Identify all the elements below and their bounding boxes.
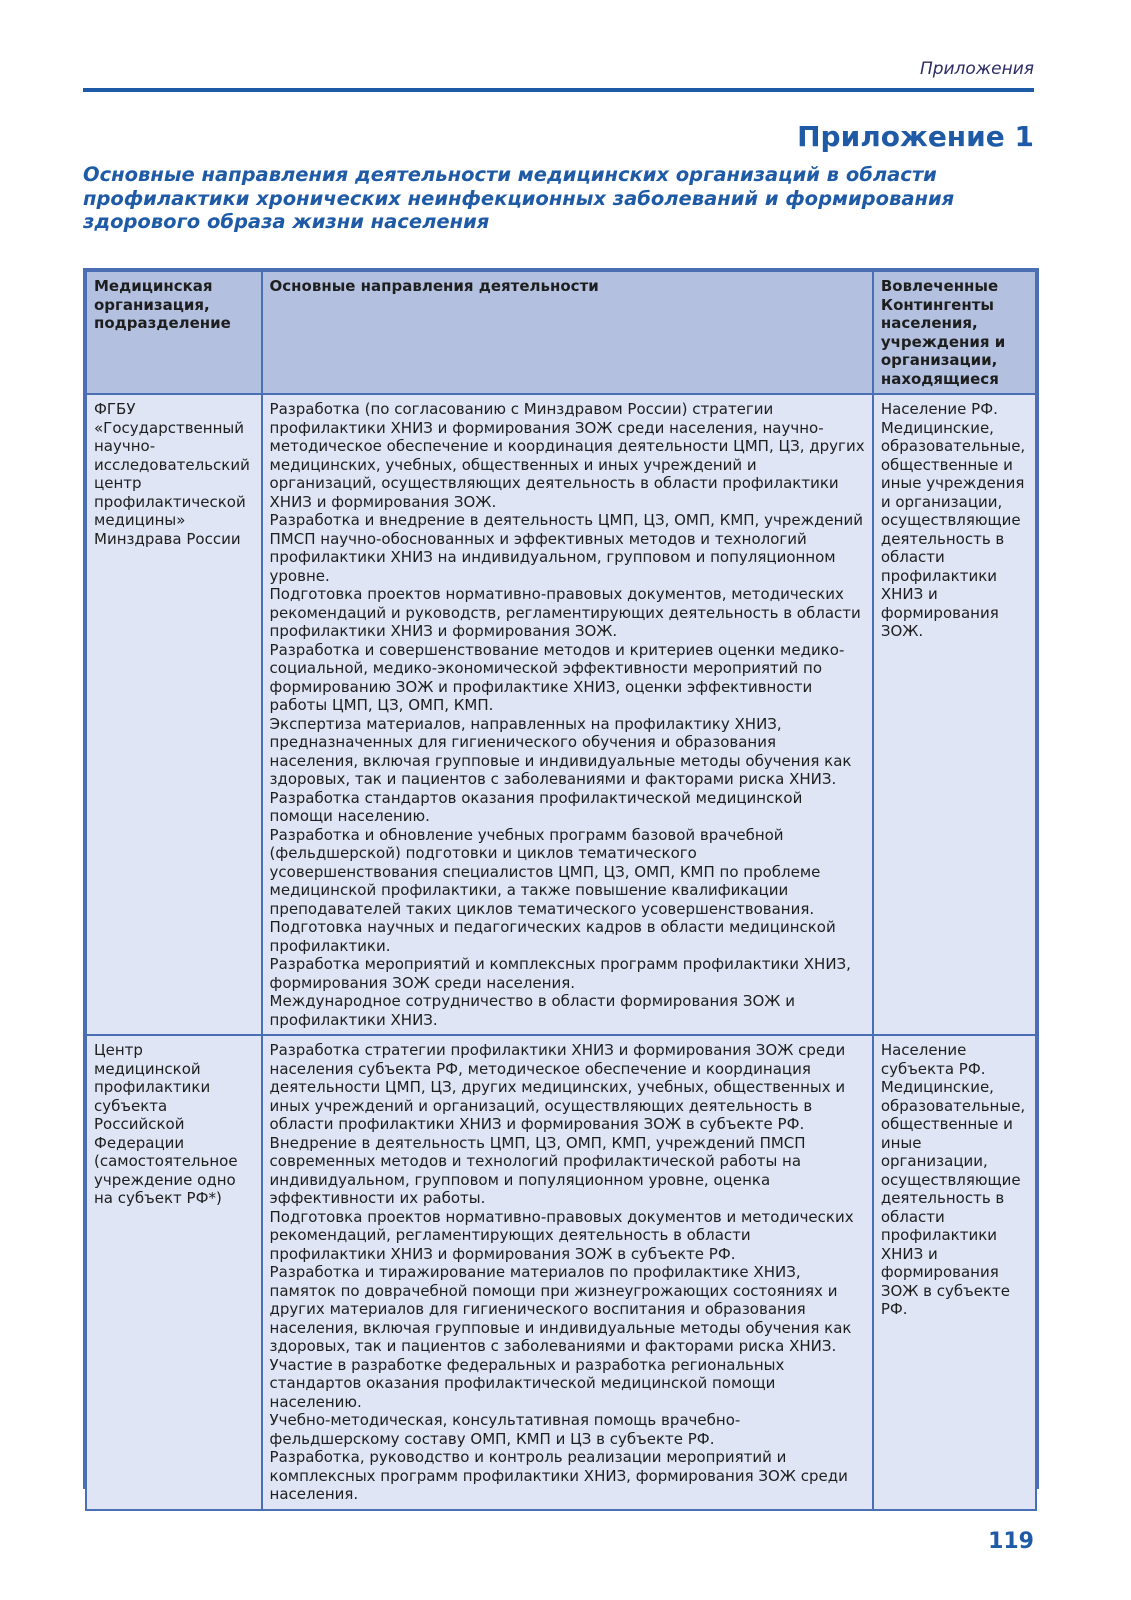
cell-activities bbox=[262, 1035, 873, 1510]
activity-item: Подготовка проектов нормативно-правовых документов, методических рекомендаций и руководств, регламентирующих деятельность в области профилактики ХНИЗ и формирования ЗОЖ. bbox=[269, 585, 861, 640]
appendix-title: Приложение 1 bbox=[797, 120, 1034, 153]
table-row bbox=[86, 1035, 1036, 1510]
activity-item: Разработка (по согласованию с Минздравом России) стратегии профилактики ХНИЗ и формирования ЗОЖ среди населения, научно-методическое обеспечение и координация деятельности ЦМП, ЦЗ, других медицинских, учебных, общественных и иных учреждений и организаций, осуществляющих деятельность в области профилактики ХНИЗ и формирования ЗОЖ. bbox=[269, 400, 865, 511]
activity-item: Подготовка проектов нормативно-правовых документов и методических рекомендаций, регламентирующих деятельность в области профилактики ХНИЗ и формирования ЗОЖ в субъекте РФ. bbox=[269, 1207, 854, 1263]
section-header-label: Приложения bbox=[919, 59, 1034, 79]
cell-organization: Центр медицинской профилактики субъекта Российской Федерации (самостоятельное учреждение одно на субъект РФ*) bbox=[86, 1035, 262, 1510]
activity-item: Разработка и обновление учебных программ базовой врачебной (фельдшерской) подготовки и циклов тематического усовершенствования специалистов ЦМП, ЦЗ, ОМП, КМП по проблеме медицинской профилактики, а также повышение квалификации преподавателей таких циклов тематического усовершенствования. bbox=[269, 825, 821, 918]
activity-item: Разработка стандартов оказания профилактической медицинской помощи населению. bbox=[269, 788, 803, 825]
cell-activities bbox=[262, 394, 873, 1035]
cell-involved: Население РФ. Медицинские, образовательные, общественные и иные учреждения и организации, осуществляющие деятельность в области профилактики ХНИЗ и формирования ЗОЖ. bbox=[873, 394, 1036, 1035]
table-row bbox=[86, 394, 1036, 1035]
cell-organization: ФГБУ «Государственный научно-исследовательский центр профилактической медицины» Минздрава России bbox=[86, 394, 262, 1035]
cell-involved: Население субъекта РФ. Медицинские, образовательные, общественные и иные организации, осуществляющие деятельность в области профилактики ХНИЗ и формирования ЗОЖ в субъекте РФ. bbox=[873, 1035, 1036, 1510]
activities-table bbox=[85, 270, 1037, 1511]
table-header-row bbox=[86, 271, 1036, 394]
header-divider bbox=[83, 88, 1034, 92]
page-number: 119 bbox=[988, 1529, 1034, 1554]
column-header-organization: Медицинская организация, подразделение bbox=[86, 271, 262, 394]
activity-item: Подготовка научных и педагогических кадров в области медицинской профилактики. bbox=[269, 918, 836, 955]
appendix-subtitle: Основные направления деятельности медицинских организаций в области профилактики хронических неинфекционных заболеваний и формирования здорового образа жизни населения bbox=[83, 163, 955, 233]
activity-item: Разработка и тиражирование материалов по профилактике ХНИЗ, памяток по доврачебной помощи при жизнеугрожающих состояниях и других материалов для гигиенического воспитания и образования населения, включая групповые и индивидуальные методы обучения как здоровых, так и пациентов с заболеваниями и факторами риска ХНИЗ. bbox=[269, 1263, 852, 1355]
column-header-activities: Основные направления деятельности bbox=[262, 271, 873, 394]
activity-item: Внедрение в деятельность ЦМП, ЦЗ, ОМП, КМП, учреждений ПМСП современных методов и технологий профилактической работы на индивидуальном, групповом и популяционном уровне, оценка эффективности их работы. bbox=[269, 1133, 806, 1207]
activity-item: Международное сотрудничество в области формирования ЗОЖ и профилактики ХНИЗ. bbox=[269, 992, 795, 1029]
activity-item: Разработка и совершенствование методов и критериев оценки медико-социальной, медико-экономической эффективности мероприятий по формированию ЗОЖ и профилактике ХНИЗ, оценки эффективности работы ЦМП, ЦЗ, ОМП, КМП. bbox=[269, 640, 845, 714]
column-header-involved: Вовлеченные Контингенты населения, учреждения и организации, находящиеся bbox=[873, 271, 1036, 394]
activity-item: Разработка, руководство и контроль реализации мероприятий и комплексных программ профилактики ХНИЗ, формирования ЗОЖ среди населения. bbox=[269, 1448, 848, 1503]
activities-table-frame bbox=[83, 268, 1039, 1503]
activity-item: Разработка стратегии профилактики ХНИЗ и формирования ЗОЖ среди населения субъекта РФ, методическое обеспечение и координация деятельности ЦМП, ЦЗ, других медицинских, учебных, общественных и иных учреждений и организаций, осуществляющих деятельность в области профилактики ХНИЗ и формирования ЗОЖ в субъекте РФ. bbox=[269, 1041, 846, 1133]
activity-item: Экспертиза материалов, направленных на профилактику ХНИЗ, предназначенных для гигиенического обучения и образования населения, включая групповые и индивидуальные методы обучения как здоровых, так и пациентов с заболеваниями и факторами риска ХНИЗ. bbox=[269, 714, 852, 788]
activity-item: Разработка мероприятий и комплексных программ профилактики ХНИЗ, формирования ЗОЖ среди населения. bbox=[269, 955, 851, 992]
activity-item: Учебно-методическая, консультативная помощь врачебно-фельдшерскому составу ОМП, КМП и ЦЗ в субъекте РФ. bbox=[269, 1411, 741, 1448]
activity-item: Разработка и внедрение в деятельность ЦМП, ЦЗ, ОМП, КМП, учреждений ПМСП научно-обоснованных и эффективных методов и технологий профилактики ХНИЗ на индивидуальном, групповом и популяционном уровне. bbox=[269, 511, 863, 585]
activity-item: Участие в разработке федеральных и разработка региональных стандартов оказания профилактической медицинской помощи населению. bbox=[269, 1355, 785, 1411]
